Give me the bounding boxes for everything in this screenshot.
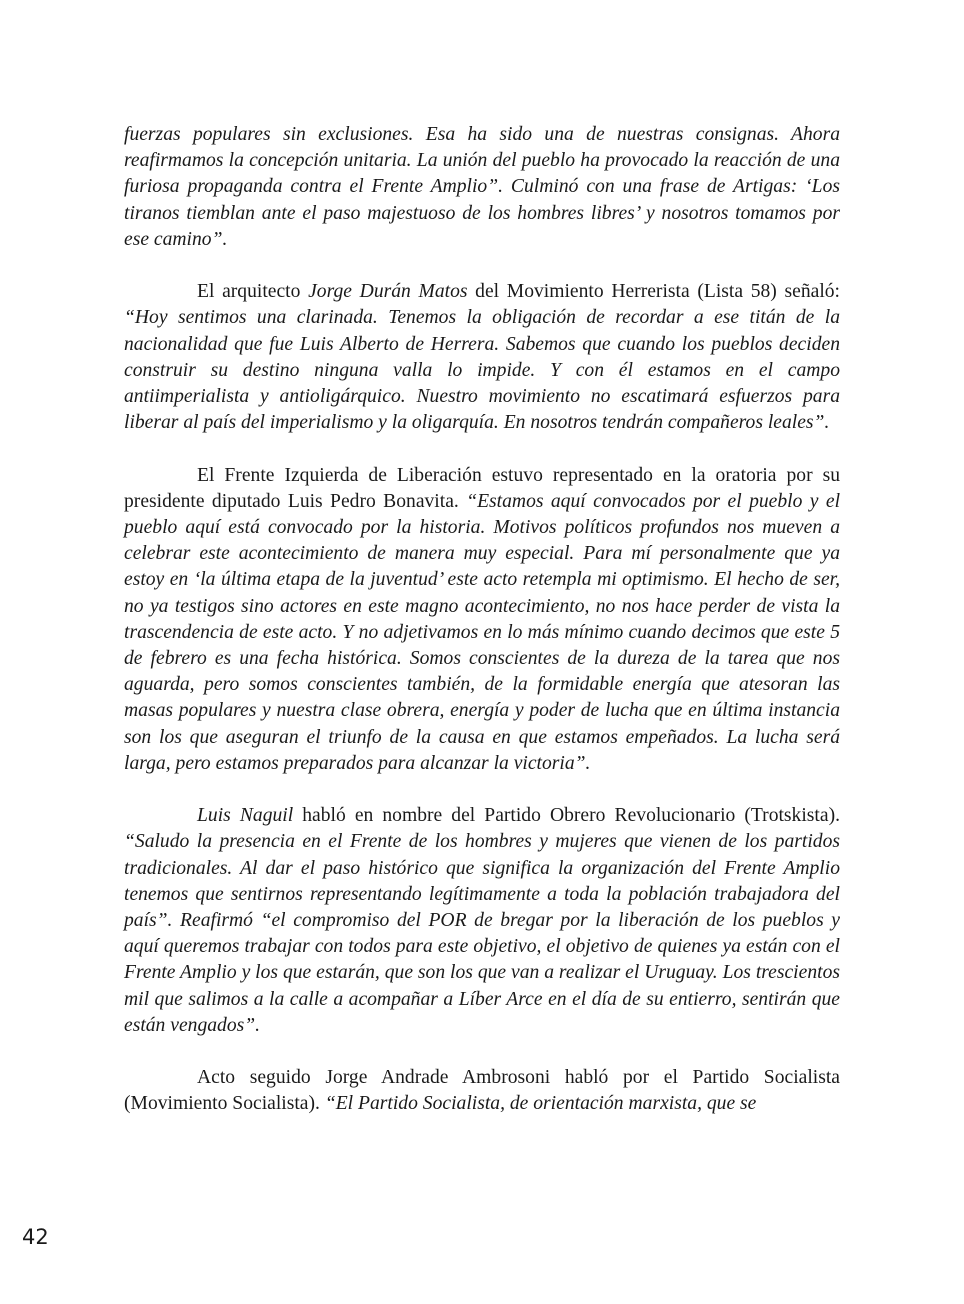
paragraph-bonavita — [124, 463, 840, 777]
page-number: 42 — [22, 1225, 49, 1249]
paragraph-run: Acto seguido Jorge Andrade Ambrosoni habló por el Partido Socialista (Movimiento Socialista). — [124, 1067, 840, 1115]
quote-text: “Hoy sentimos una clarinada. Tenemos la obligación de recordar a ese titán de la nacionalidad que fue Luis Alberto de Herrera. Sabemos que cuando los pueblos deciden construir su destino ninguna valla lo impide. Y con él estamos en el campo antiimperialista y antioligárquico. Nuestro movimiento no escatimará esfuerzos para liberar al país del imperialismo y la oligarquía. En nosotros tendrán compañeros leales”. — [124, 307, 840, 434]
quote-text: “El Partido Socialista, de orientación marxista, que se — [324, 1093, 757, 1115]
body-text — [124, 122, 840, 1144]
paragraph-run: El Frente Izquierda de Liberación estuvo representado en la oratoria por su presidente diputado Luis Pedro Bonavita. — [124, 464, 840, 512]
paragraph-naguil — [124, 803, 840, 1039]
quote-text: “Estamos aquí convocados por el pueblo y el pueblo aquí está convocado por la historia. Motivos políticos profundos nos mueven a celebrar este acontecimiento de manera muy especial. Para mí personalmente que ya estoy en ‘la última etapa de la juventud’ este acto retempla mi optimismo. El hecho de ser, no ya testigos sino actores en este magno acontecimiento, no nos hace perder de vista la trascendencia de este acto. Y no adjetivamos en lo más mínimo cuando decimos que este 5 de febrero es una fecha histórica. Somos conscientes de la dureza de la tarea que nos aguarda, pero somos conscientes también, de la formidable energía que atesoran las masas populares y nuestra clase obrera, energía y poder de lucha que en última instancia son los que aseguran el triunfo de la causa en que estamos empeñados. La lucha será larga, pero estamos preparados para alcanzar la victoria”. — [124, 490, 841, 774]
paragraph-run: fuerzas populares sin exclusiones. Esa ha sido una de nuestras consignas. Ahora reafirmamos la concepción unitaria. La unión del pueblo ha provocado la reacción de una furiosa propaganda contra el Frente Amplio”. Culminó con una frase de Artigas: ‘Los tiranos tiemblan ante el paso majestuoso de los hombres libres’ y nosotros tomamos por ese camino”. — [124, 124, 840, 250]
paragraph-artigas-quote — [124, 122, 840, 253]
speaker-name: Luis Naguil — [197, 805, 294, 827]
paragraph-duran-matos — [124, 279, 840, 436]
paragraph-run: El arquitecto — [197, 281, 309, 303]
paragraph-run: del Movimiento Herrerista (Lista 58) señaló: — [467, 281, 841, 303]
speaker-name: Jorge Durán Matos — [308, 281, 468, 303]
paragraph-andrade-ambrosoni — [124, 1065, 840, 1117]
paragraph-run: habló en nombre del Partido Obrero Revolucionario (Trotskista). — [293, 805, 840, 827]
quote-text: “Saludo la presencia en el Frente de los hombres y mujeres que vienen de los partidos tradicionales. Al dar el paso histórico que significa la organización del Frente Amplio tenemos que sentirnos representando legítimamente a toda la población trabajadora del país”. Reafirmó “el compromiso del POR de bregar por la liberación de los pueblos y aquí queremos trabajar con todos para este objetivo, el objetivo de quienes ya están con el Frente Amplio y los que estarán, que son los que van a realizar el Uruguay. Los trescientos mil que salimos a la calle a acompañar a Líber Arce en el día de su entierro, sentirán que están vengados”. — [124, 831, 840, 1036]
